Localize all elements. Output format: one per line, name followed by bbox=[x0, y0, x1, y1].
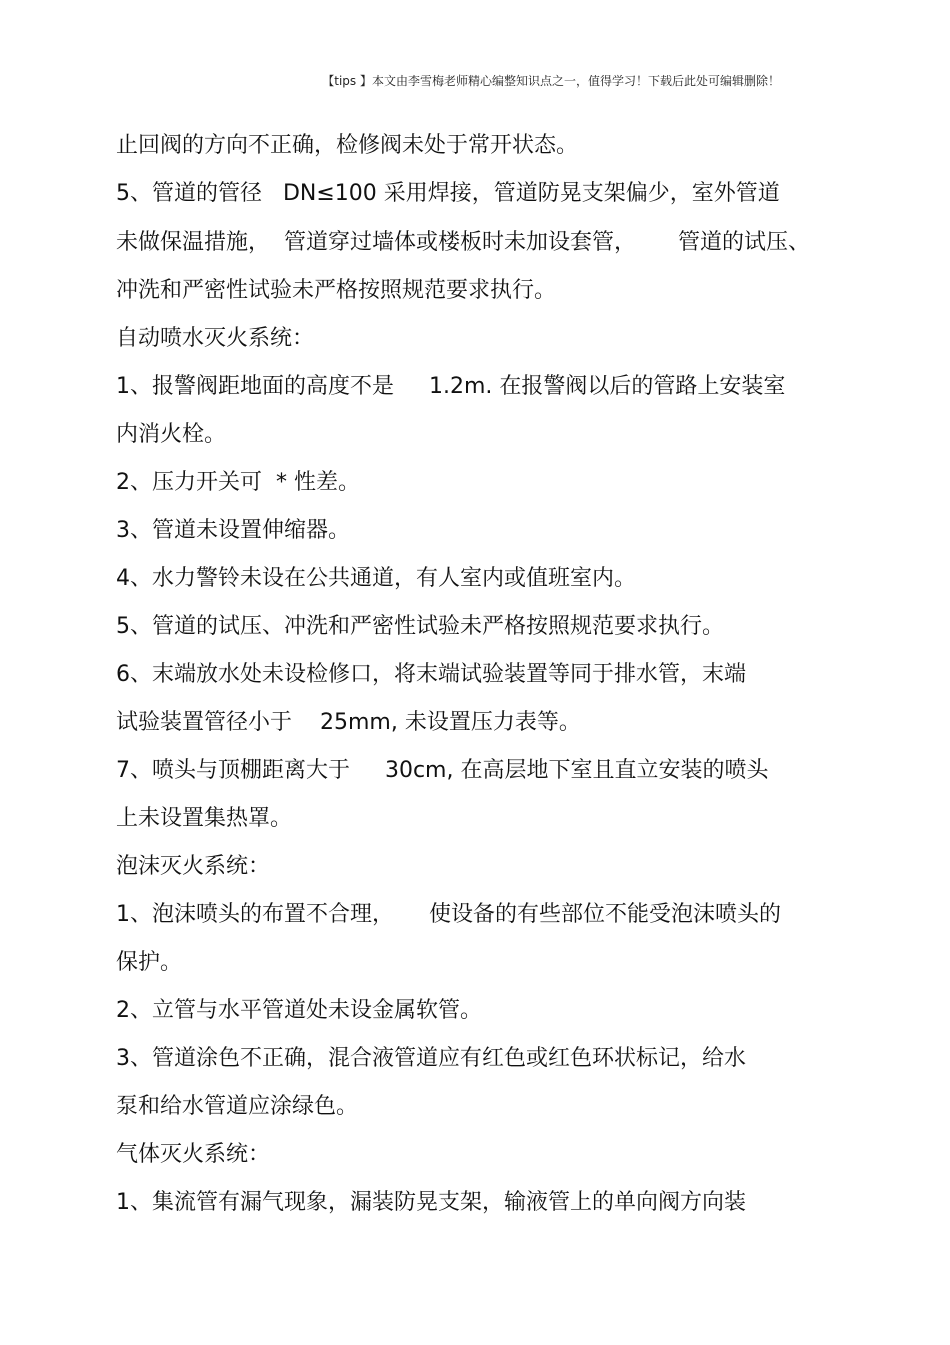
section-heading: 泡沫灭火系统： bbox=[116, 854, 271, 879]
text-line: 泵和给水管道应涂绿色。 bbox=[116, 1094, 359, 1119]
text-line: 1、报警阀距地面的高度不是 1.2m. 在报警阀以后的管路上安装室 bbox=[116, 374, 786, 399]
section-heading: 自动喷水灭火系统： bbox=[116, 326, 315, 351]
text-line: 2、立管与水平管道处未设金属软管。 bbox=[116, 998, 482, 1023]
text-line: 3、管道涂色不正确，混合液管道应有红色或红色环状标记，给水 bbox=[116, 1046, 746, 1071]
text-line: 内消火栓。 bbox=[116, 422, 227, 447]
text-line: 冲洗和严密性试验未严格按照规范要求执行。 bbox=[116, 278, 557, 303]
section-heading: 气体灭火系统： bbox=[116, 1142, 271, 1167]
text-line: 2、压力开关可 * 性差。 bbox=[116, 470, 360, 495]
text-line: 6、末端放水处未设检修口，将末端试验装置等同于排水管，末端 bbox=[116, 662, 746, 687]
text-line: 上未设置集热罩。 bbox=[116, 806, 293, 831]
text-line: 3、管道未设置伸缩器。 bbox=[116, 518, 350, 543]
text-line: 试验装置管径小于 25mm, 未设置压力表等。 bbox=[116, 710, 581, 735]
text-line: 5、管道的试压、冲洗和严密性试验未严格按照规范要求执行。 bbox=[116, 614, 724, 639]
header-tip: 【tips 】本文由李雪梅老师精心编整知识点之一，值得学习！下载后此处可编辑删除！ bbox=[322, 74, 780, 88]
text-line: 1、泡沫喷头的布置不合理， 使设备的有些部位不能受泡沫喷头的 bbox=[116, 902, 781, 927]
text-line: 保护。 bbox=[116, 950, 183, 975]
text-line: 1、集流管有漏气现象，漏装防晃支架，输液管上的单向阀方向装 bbox=[116, 1190, 746, 1215]
text-line: 未做保温措施， 管道穿过墙体或楼板时未加设套管， 管道的试压、 bbox=[116, 230, 810, 255]
text-line: 5、管道的管径 DN≤100 采用焊接，管道防晃支架偏少，室外管道 bbox=[116, 181, 780, 206]
text-line: 7、喷头与顶棚距离大于 30cm, 在高层地下室且直立安装的喷头 bbox=[116, 758, 769, 783]
text-line: 4、水力警铃未设在公共通道，有人室内或值班室内。 bbox=[116, 566, 636, 591]
text-line: 止回阀的方向不正确，检修阀未处于常开状态。 bbox=[116, 133, 579, 158]
